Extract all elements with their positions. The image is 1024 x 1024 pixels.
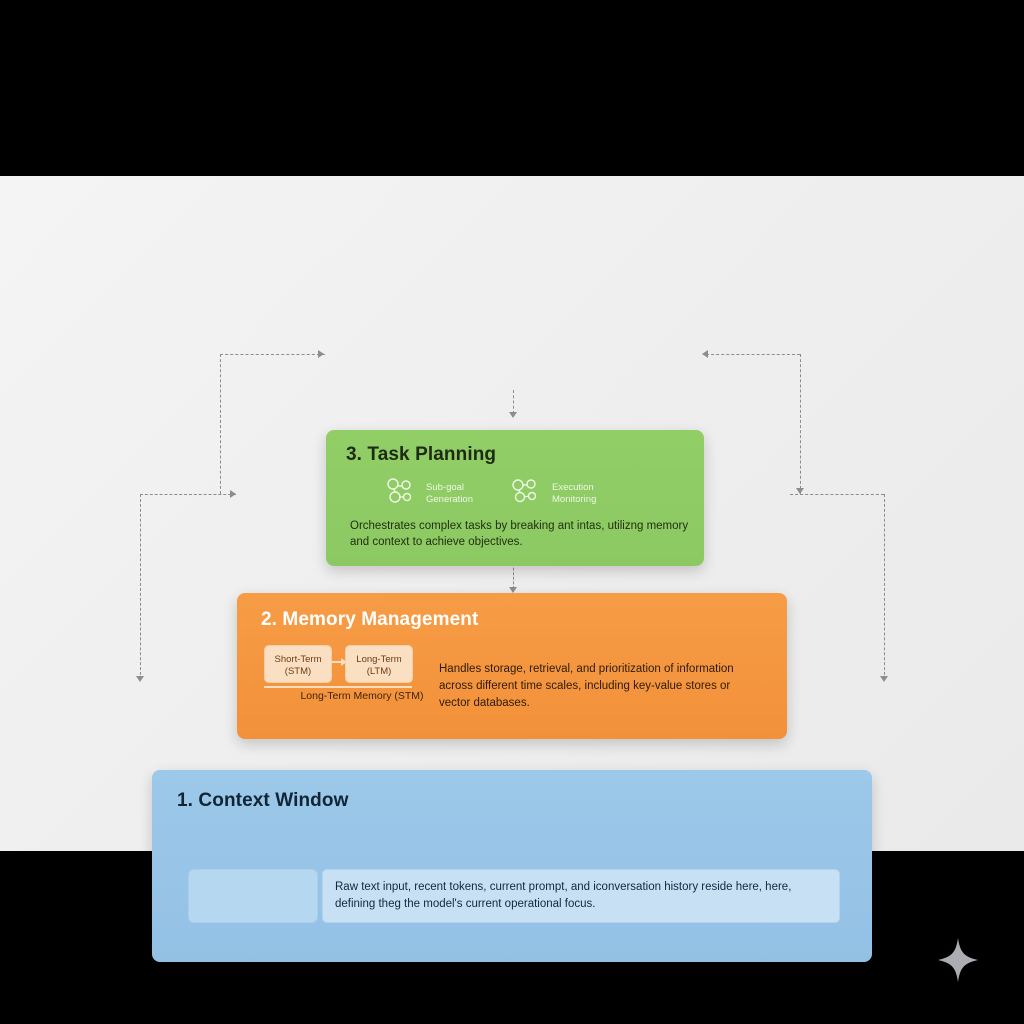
connector-right-top-h bbox=[706, 354, 800, 355]
long-term-memory-chip[interactable]: Long-Term (LTM) bbox=[345, 645, 413, 683]
connector-left-bottom-arrow bbox=[136, 676, 144, 682]
connector-left-top-arrow bbox=[318, 350, 324, 358]
connector-mm-to-cw bbox=[513, 563, 514, 589]
diagram-canvas bbox=[0, 176, 1024, 910]
connector-right-mid-h bbox=[790, 494, 884, 495]
connector-left-mid-arrow bbox=[230, 490, 236, 498]
connector-left-mid-v bbox=[140, 494, 141, 680]
connector-right-bottom-arrow bbox=[880, 676, 888, 682]
context-window-text-panel bbox=[322, 869, 840, 923]
sub-goal-generation-label: Sub-goal Generation bbox=[426, 481, 474, 505]
block-memory-management[interactable] bbox=[237, 593, 787, 739]
context-window-title: 1. Context Window bbox=[177, 790, 349, 811]
task-planning-title: 3. Task Planning bbox=[346, 444, 497, 465]
connector-left-mid-h bbox=[140, 494, 236, 495]
block-task-planning[interactable] bbox=[326, 430, 704, 566]
execution-monitoring-label: Execution Monitoring bbox=[552, 481, 597, 505]
sub-goal-generation-icon bbox=[382, 476, 418, 511]
connector-right-top-v bbox=[800, 354, 801, 494]
context-window-text: Raw text input, recent tokens, current prompt, and iconversation history reside here, here, defining theg the model's current operational focus. bbox=[335, 881, 792, 910]
memory-management-title: 2. Memory Management bbox=[261, 609, 479, 630]
task-planning-description: Orchestrates complex tasks by breaking ant intas, utilizng memory and context to achieve objectives. bbox=[350, 520, 689, 548]
memory-chip-underline bbox=[264, 686, 412, 688]
memory-flow-arrow-icon bbox=[332, 661, 346, 663]
context-window-placeholder-panel bbox=[188, 869, 318, 923]
connector-tp-to-mm bbox=[513, 390, 514, 414]
task-planning-icon-group-2 bbox=[508, 476, 616, 511]
connector-left-top-h bbox=[220, 354, 325, 355]
memory-management-caption: Long-Term Memory (STM) bbox=[300, 690, 424, 702]
connector-right-bottom-v bbox=[884, 494, 885, 680]
block-context-window[interactable] bbox=[152, 770, 872, 962]
connector-left-top-v bbox=[220, 354, 221, 494]
connector-tp-to-mm-arrow bbox=[509, 412, 517, 418]
short-term-memory-chip[interactable]: Short-Term (STM) bbox=[264, 645, 332, 683]
sparkle-icon bbox=[938, 938, 978, 982]
task-planning-icon-group-1 bbox=[382, 476, 490, 511]
execution-monitoring-icon bbox=[508, 476, 544, 511]
memory-management-description: Handles storage, retrieval, and prioritization of information across different time scales, including key-value stores or vector databases. bbox=[439, 663, 734, 709]
connector-right-top-arrow bbox=[702, 350, 708, 358]
